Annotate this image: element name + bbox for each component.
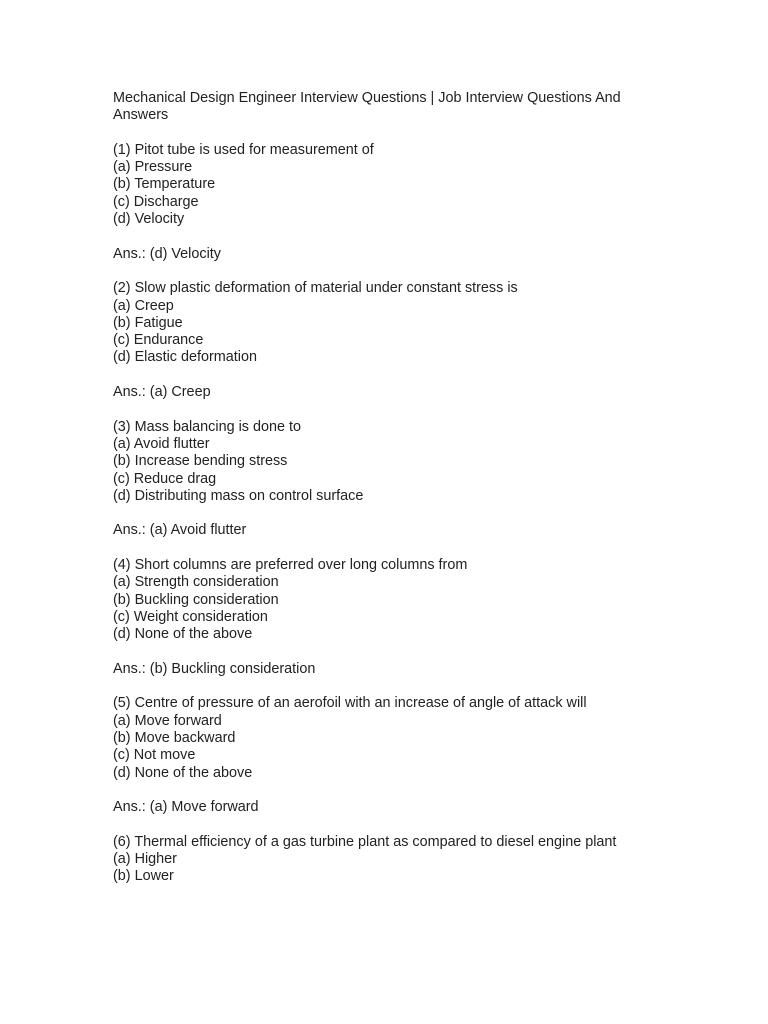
answer-block	[113, 799, 673, 816]
question-text: (4) Short columns are preferred over long columns from	[113, 557, 468, 574]
question-text: (2) Slow plastic deformation of material under constant stress is	[113, 280, 518, 297]
option-text: (c) Weight consideration	[113, 608, 268, 625]
document-page	[113, 90, 673, 903]
option-text: (c) Endurance	[113, 332, 204, 349]
question-block	[113, 834, 673, 886]
answer-text: Ans.: (b) Buckling consideration	[113, 660, 316, 677]
option-text: (a) Pressure	[113, 159, 193, 176]
option-text: (b) Temperature	[113, 176, 216, 193]
answer-block	[113, 246, 673, 263]
question-text: (1) Pitot tube is used for measurement of	[113, 141, 374, 158]
question-block	[113, 280, 673, 366]
answer-block	[113, 522, 673, 539]
option-text: (b) Increase bending stress	[113, 453, 288, 470]
option-text: (a) Creep	[113, 297, 174, 314]
option-text: (a) Avoid flutter	[113, 435, 210, 452]
option-text: (b) Fatigue	[113, 314, 183, 331]
option-text: (c) Not move	[113, 747, 196, 764]
option-text: (d) Velocity	[113, 211, 185, 228]
question-block	[113, 142, 673, 228]
answer-block	[113, 661, 673, 678]
answer-text: Ans.: (d) Velocity	[113, 245, 221, 262]
option-text: (a) Strength consideration	[113, 574, 279, 591]
option-text: (a) Move forward	[113, 712, 222, 729]
option-text: (c) Reduce drag	[113, 470, 217, 487]
option-text: (b) Buckling consideration	[113, 591, 279, 608]
option-text: (d) Elastic deformation	[113, 349, 257, 366]
option-text: (c) Discharge	[113, 193, 199, 210]
question-block	[113, 695, 673, 781]
option-text: (d) Distributing mass on control surface	[113, 487, 364, 504]
option-text: (d) None of the above	[113, 764, 253, 781]
option-text: (a) Higher	[113, 851, 177, 868]
option-text: (b) Move backward	[113, 729, 236, 746]
question-text: (3) Mass balancing is done to	[113, 418, 301, 435]
question-block	[113, 557, 673, 643]
option-text: (b) Lower	[113, 868, 174, 885]
document-title: Mechanical Design Engineer Interview Questions | Job Interview Questions And Answers	[113, 90, 621, 124]
question-text: (6) Thermal efficiency of a gas turbine plant as compared to diesel engine plant	[113, 833, 617, 850]
option-text: (d) None of the above	[113, 626, 253, 643]
answer-block	[113, 384, 673, 401]
question-text: (5) Centre of pressure of an aerofoil with an increase of angle of attack will	[113, 695, 587, 712]
answer-text: Ans.: (a) Avoid flutter	[113, 522, 247, 539]
question-block	[113, 419, 673, 505]
answer-text: Ans.: (a) Creep	[113, 384, 211, 401]
answer-text: Ans.: (a) Move forward	[113, 799, 259, 816]
